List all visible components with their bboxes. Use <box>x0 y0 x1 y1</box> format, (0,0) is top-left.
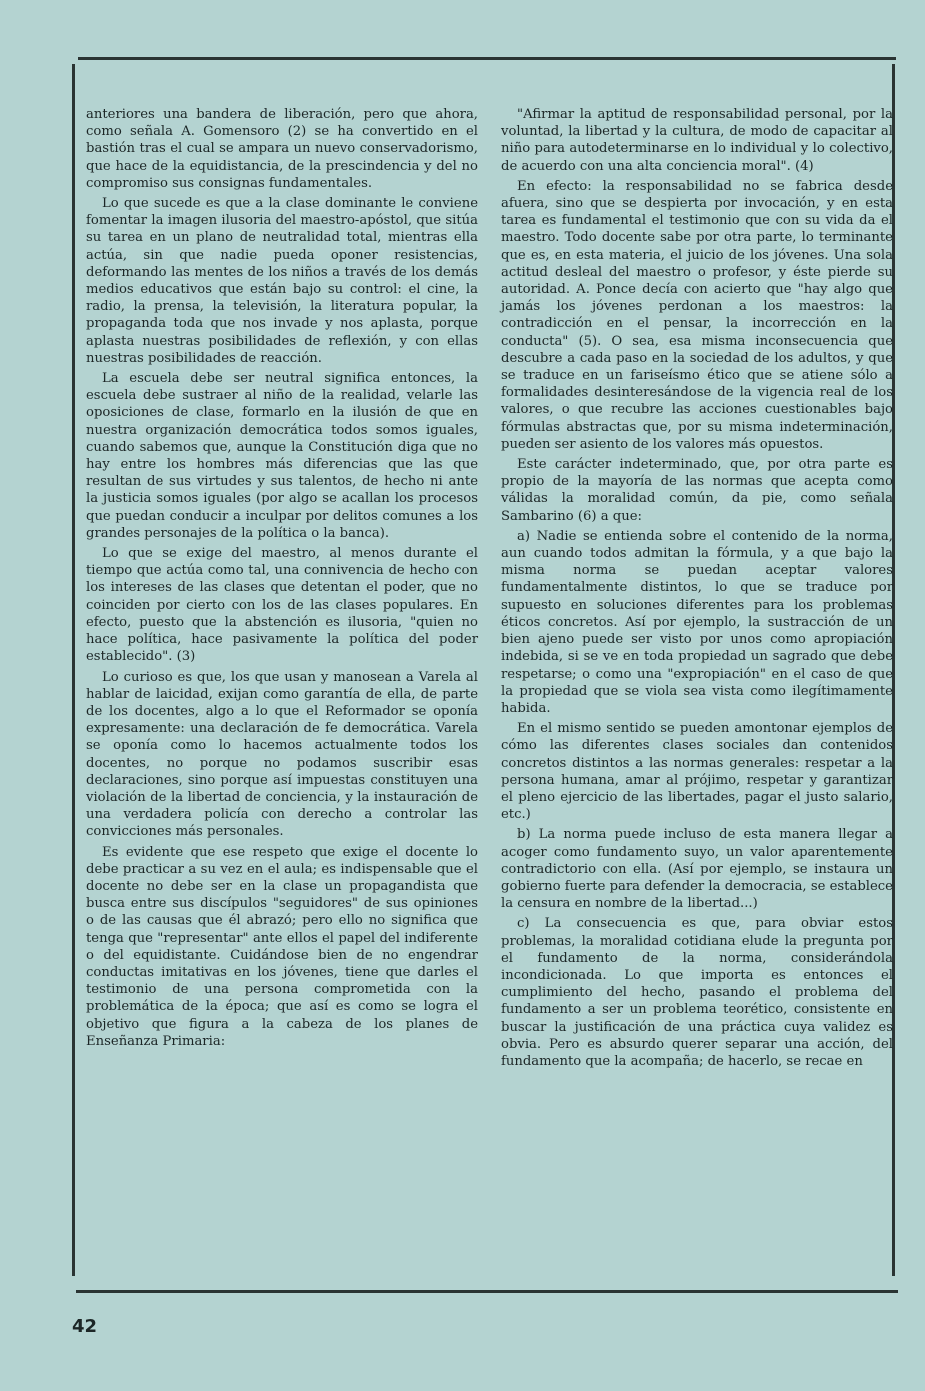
paragraph: Lo que sucede es que a la clase dominante le conviene fomentar la imagen ilusoria del maestro-apóstol, que sitúa su tarea en un plano de neutralidad total, mientras ella actúa, sin que nadie pueda oponer resistencias, deformando las mentes de los niños a través de los demás medios educativos que están bajo su control: el cine, la radio, la prensa, la televisión, la literatura popular, la propaganda toda que nos invade y nos aplasta, porque aplasta nuestras posibilidades de reflexión, y con ellas nuestras posibilidades de reacción. <box>86 196 478 366</box>
paragraph: En efecto: la responsabilidad no se fabrica desde afuera, sino que se despierta por invocación, y en esta tarea es fundamental el testimonio que con su vida da el maestro. Todo docente sabe por otra parte, lo terminante que es, en esta materia, el juicio de los jóvenes. Una sola actitud desleal del maestro o profesor, y éste pierde su autoridad. A. Ponce decía con acierto que "hay algo que jamás los jóvenes perdonan a los maestros: la contradicción en el pensar, la incorrección en la conducta" (5). O sea, esa misma inconsecuencia que descubre a cada paso en la sociedad de los adultos, y que se traduce en un fariseísmo ético que se atiene sólo a formalidades desinteresándose de la vigencia real de los valores, o que recubre las acciones cuestionables bajo fórmulas abstractas que, por su misma indeterminación, pueden ser asiento de los valores más opuestos. <box>501 178 893 452</box>
top-rule <box>78 57 896 60</box>
paragraph: La escuela debe ser neutral significa entonces, la escuela debe sustraer al niño de la realidad, velarle las oposiciones de clase, formarlo en la ilusión de que en nuestra organización democrática todos somos iguales, cuando sabemos que, aunque la Constitución diga que no hay entre los hombres más diferencias que las que resultan de sus virtudes y sus talentos, de hecho ni ante la justicia somos iguales (por algo se acallan los procesos que puedan conducir a inculpar por delitos comunes a los grandes personajes de la política o la banca). <box>86 371 478 541</box>
paragraph: Lo que se exige del maestro, al menos durante el tiempo que actúa como tal, una connivencia de hecho con los intereses de las clases que detentan el poder, que no coinciden por cierto con los de las clases populares. En efecto, puesto que la abstención es ilusoria, "quien no hace política, hace pasivamente la política del poder establecido". (3) <box>86 546 478 665</box>
list-item-c: c) La consecuencia es que, para obviar estos problemas, la moralidad cotidiana elude la pregunta por el fundamento de la norma, considerándola incondicionada. Lo que importa es entonces el cumplimiento del hecho, pasando el problema del fundamento a ser un problema teorético, consistente en buscar la justificación de una práctica cuya validez es obvia. Pero es absurdo querer separar una acción, del fundamento que la acompaña; de hacerlo, se recae en <box>501 916 893 1069</box>
paragraph: En el mismo sentido se pueden amontonar ejemplos de cómo las diferentes clases sociales dan contenidos concretos distintos a las normas generales: respetar a la persona humana, amar al prójimo, respetar y garantizar el pleno ejercicio de las libertades, pagar el justo salario, etc.) <box>501 721 893 823</box>
bottom-rule <box>76 1290 898 1293</box>
paragraph: Es evidente que ese respeto que exige el docente lo debe practicar a su vez en el aula; es indispensable que el docente no debe ser en la clase un propagandista que busca entre sus discípulos "seguidores" de sus opiniones o de las causas que él abrazó; pero ello no significa que tenga que "representar" ante ellos el papel del indiferente o del equidistante. Cuidándose bien de no engendrar conductas imitativas en los jóvenes, tiene que darles el testimonio de una persona comprometida con la problemática de la época; que así es como se logra el objetivo que figura a la cabeza de los planes de Enseñanza Primaria: <box>86 844 478 1049</box>
quote-paragraph: "Afirmar la aptitud de responsabilidad personal, por la voluntad, la libertad y la cultura, de modo de capacitar al niño para autodeterminarse en lo individual y lo colectivo, de acuerdo con una alta conciencia moral". (4) <box>501 107 893 174</box>
paragraph: Lo curioso es que, los que usan y manosean a Varela al hablar de laicidad, exijan como garantía de ella, de parte de los docentes, algo a lo que el Reformador se oponía expresamente: una declaración de fe democrática. Varela se oponía como lo hacemos actualmente todos los docentes, no porque no podamos suscribir esas declaraciones, sino porque así impuestas constituyen una violación de la libertad de conciencia, y la instauración de una verdadera policía con derecho a controlar las convicciones más personales. <box>86 669 478 840</box>
list-item-b: b) La norma puede incluso de esta manera llegar a acoger como fundamento suyo, un valor aparentemente contradictorio con ella. (Así por ejemplo, se instaura un gobierno fuerte para defender la democracia, se establece la censura en nombre de la libertad...) <box>501 827 893 912</box>
left-column <box>86 106 478 1053</box>
paragraph: Este carácter indeterminado, que, por otra parte es propio de la mayoría de las normas que acepta como válidas la moralidad común, da pie, como señala Sambarino (6) a que: <box>501 457 893 524</box>
page-number: 42 <box>72 1316 98 1337</box>
paragraph: anteriores una bandera de liberación, pero que ahora, como señala A. Gomensoro (2) se ha convertido en el bastión tras el cual se ampara un nuevo conservadorismo, que hace de la equidistancia, de la prescindencia y del no compromiso sus consignas fundamentales. <box>86 107 478 191</box>
right-column <box>501 106 893 1073</box>
list-item-a: a) Nadie se entienda sobre el contenido de la norma, aun cuando todos admitan la fórmula, y a que bajo la misma norma se puedan aceptar valores fundamentalmente distintos, lo que se traduce por supuesto en soluciones diferentes para los problemas éticos concretos. Así por ejemplo, la sustracción de un bien ajeno puede ser visto por unos como apropiación indebida, si se ve en toda propiedad un sagrado que debe respetarse; o como una "expropiación" en el caso de que la propiedad que se viola sea vista como ilegítimamente habida. <box>501 528 893 716</box>
